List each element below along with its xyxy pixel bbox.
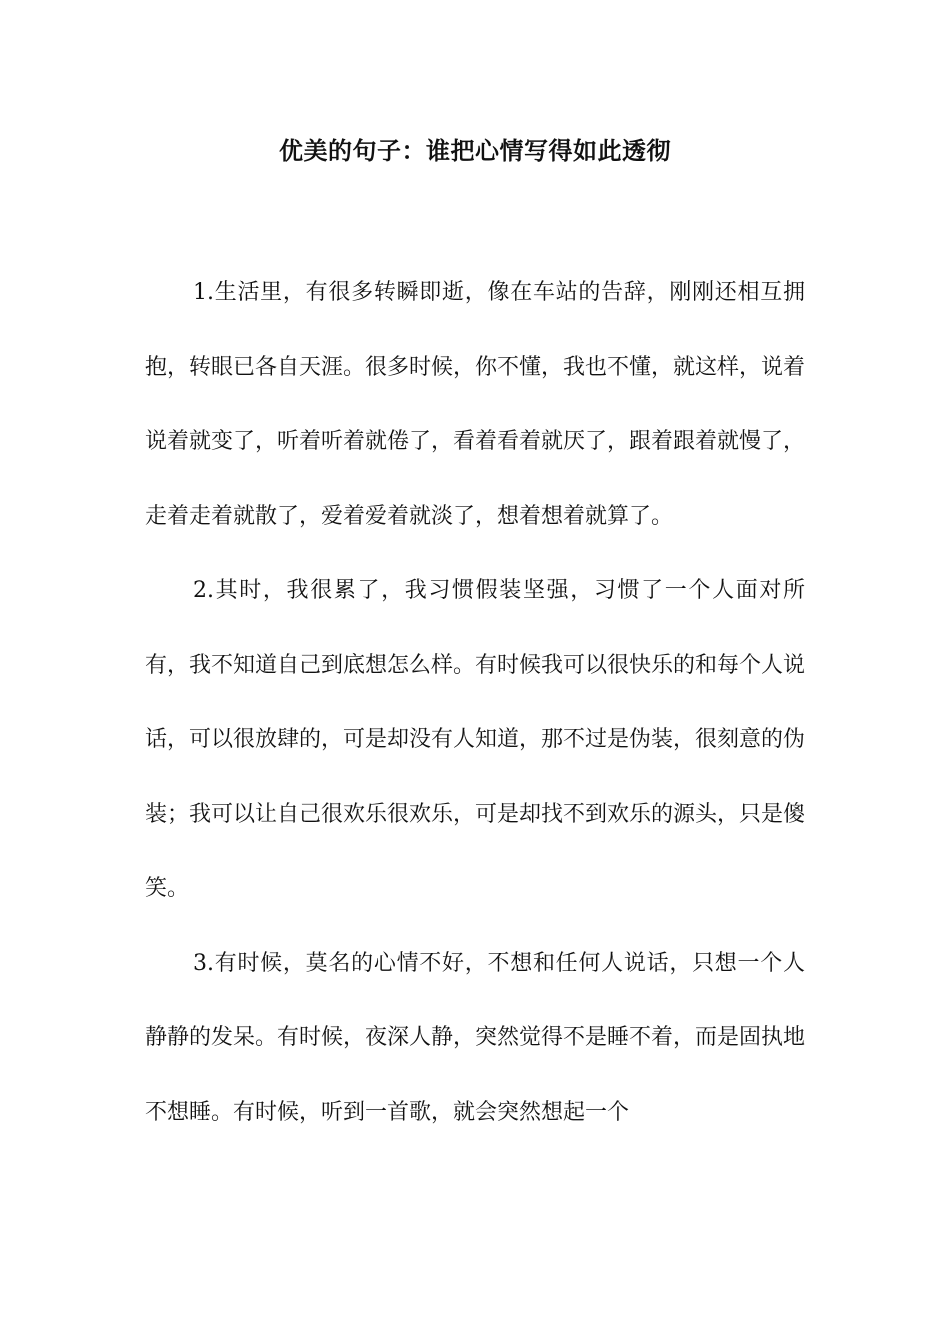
document-body (145, 256, 805, 1150)
document-title: 优美的句子：谁把心情写得如此透彻 (279, 136, 671, 165)
paragraph-1: 1.生活里，有很多转瞬即逝，像在车站的告辞，刚刚还相互拥抱，转眼已各自天涯。很多时候，你不懂，我也不懂，就这样，说着说着就变了，听着听着就倦了，看着看着就厌了，跟着跟着就慢了，走着走着就散了，爱着爱着就淡了，想着想着就算了。 (145, 280, 806, 529)
paragraph-3: 3.有时候，莫名的心情不好，不想和任何人说话，只想一个人静静的发呆。有时候，夜深人静，突然觉得不是睡不着，而是固执地不想睡。有时候，听到一首歌，就会突然想起一个 (145, 950, 806, 1125)
paragraph-2: 2.其时，我很累了，我习惯假装坚强，习惯了一个人面对所有，我不知道自己到底想怎么样。有时候我可以很快乐的和每个人说话，可以很放肆的，可是却没有人知道，那不过是伪装，很刻意的伪装；我可以让自己很欢乐很欢乐，可是却找不到欢乐的源头，只是傻笑。 (145, 578, 806, 901)
